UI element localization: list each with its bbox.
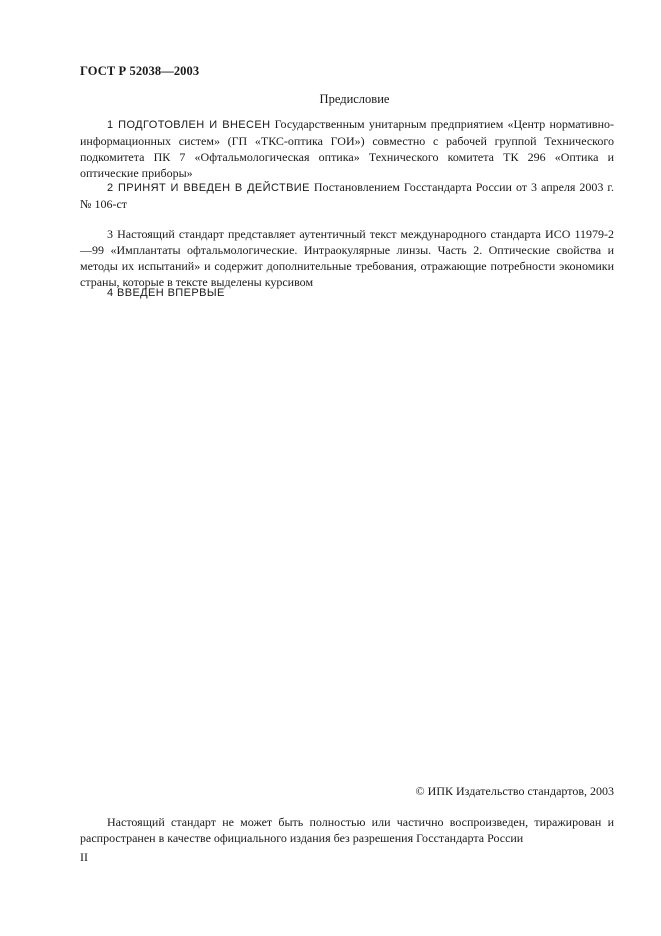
preface-item-1-lead: 1 ПОДГОТОВЛЕН И ВНЕСЕН [107,119,271,131]
document-id: ГОСТ Р 52038—2003 [80,64,200,78]
copyright-line: © ИПК Издательство стандартов, 2003 [415,784,614,798]
preface-item-1 [80,116,614,181]
preface-item-4 [80,284,614,301]
preface-item-2-text: Постановлением Госстандарта России от 3 апреля 2003 г. № 106-ст [80,180,614,211]
preface-item-2-lead: 2 ПРИНЯТ И ВВЕДЕН В ДЕЙСТВИЕ [107,182,310,194]
page-number: II [80,850,88,864]
preface-item-3-text: 3 Настоящий стандарт представляет аутентичный текст международного стандарта ИСО 11979-2—99 «Имплантаты офтальмологические. Интраокулярные линзы. Часть 2. Оптические свойства и методы их испытаний» и содержит дополнительные требования, отражающие потребности экономики страны, которые в тексте выделены курсивом [80,227,614,289]
preface-item-4-lead: 4 ВВЕДЕН ВПЕРВЫЕ [107,287,225,299]
preface-title-text: Предисловие [319,92,390,106]
reproduction-notice: Настоящий стандарт не может быть полностью или частично воспроизведен, тиражирован и распространен в качестве официального издания без разрешения Госстандарта России [80,815,614,845]
preface-item-3 [80,226,614,290]
preface-item-1-text: Государственным унитарным предприятием «Центр нормативно-информационных систем» (ГП «ТКС-оптика ГОИ») совместно с рабочей группой Технического подкомитета ПК 7 «Офтальмологическая оптика» Технического комитета ТК 296 «Оптика и оптические приборы» [80,117,614,180]
preface-title [0,92,661,107]
preface-item-2 [80,179,614,212]
